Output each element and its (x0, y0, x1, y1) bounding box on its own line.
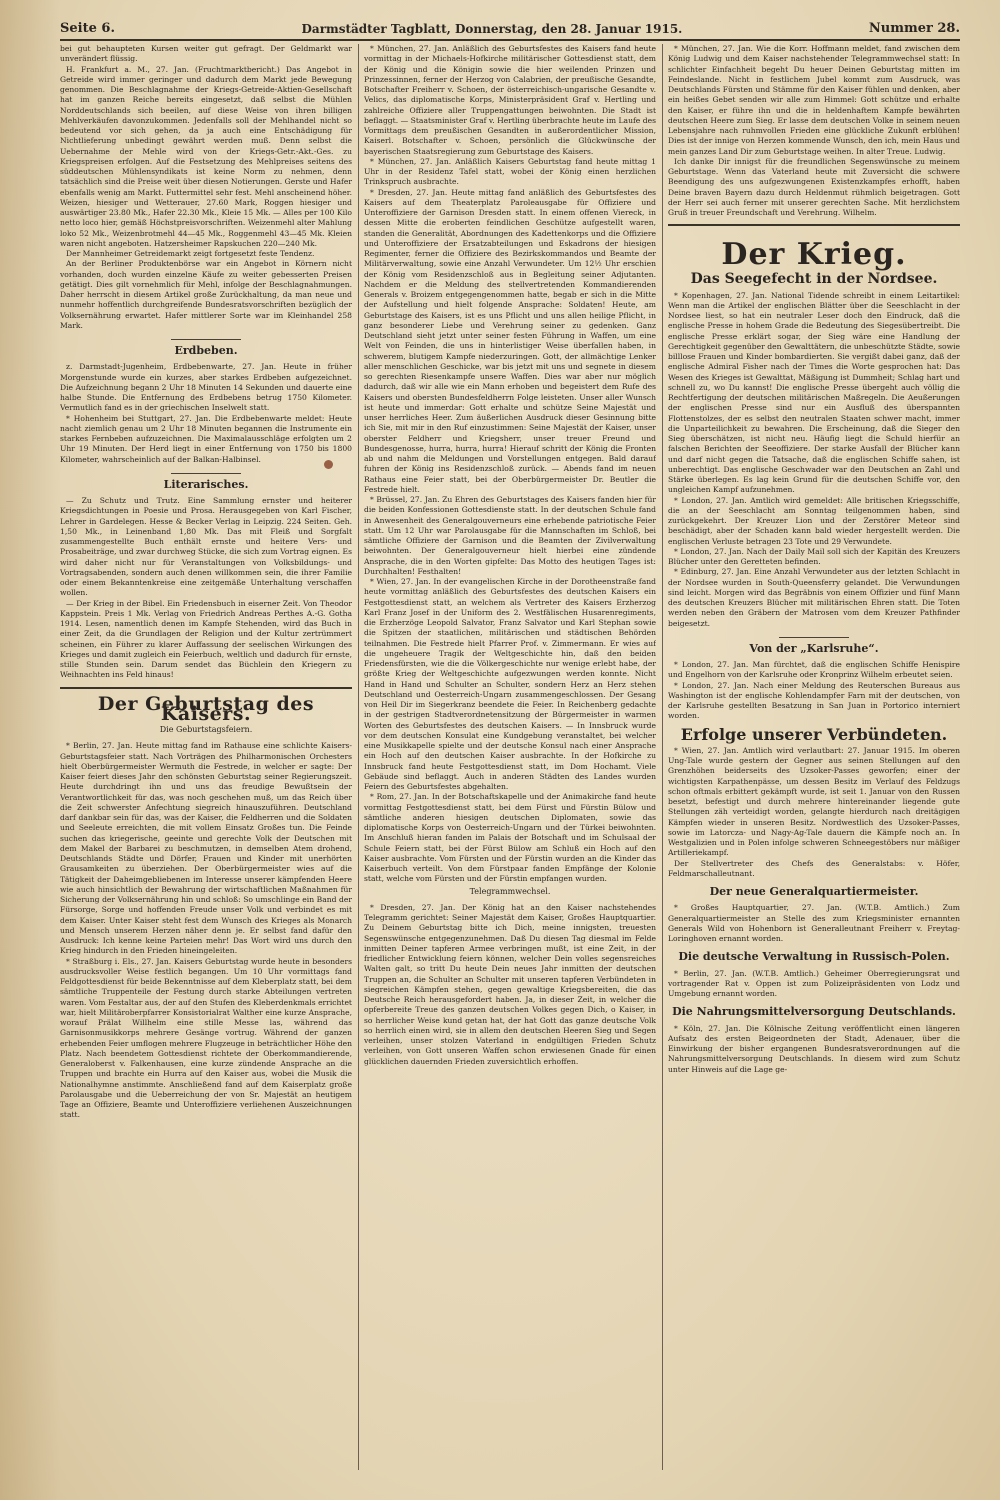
article-text: Der Stellvertreter des Chefs des Generalstabs: v. Höfer, Feldmarschalleutnant. (668, 858, 960, 878)
article-text: Ich danke Dir innigst für die freundlichen Segenswünsche zu meinem Geburtstage. Wenn das Vaterland heute mit Zuversicht die schwere Beendigung des uns aufgezwungenen Existenzkampfes erhofft, haben Deine braven Bayern dazu durch Heldenmut rühmlich beigetragen. Gott der Herr sei auch ferner mit unserer gerechten Sache. Mit herzlichstem Gruß in treuer Freundschaft und Verehrung. Wilhelm. (668, 156, 960, 217)
article-text: * München, 27. Jan. Anläßlich des Geburtsfestes des Kaisers fand heute vormittag in der Michaels-Hofkirche militärischer Gottesdienst statt, dem der König und die Königin sowie die hier weilenden Prinzen und Prinzessinnen, ferner der Herzog von Calabrien, der preußische Gesandte, Botschafter Freiherr v. Schoen, der österreichisch-ungarische Gesandte v. Velics, das diplomatische Korps, Ministerpräsident Graf v. Hertling und zahlreiche Offiziere aller Truppengattungen beiwohnten. Die Stadt ist beflaggt. — Staatsminister Graf v. Hertling überbrachte heute im Laufe des Vormittags dem preußischen Gesandten in außerordentlicher Mission, Kaiserl. Botschafter v. Schoen, persönlich die Glückwünsche der bayerischen Staatsregierung zum Geburtstage des Kaisers. (364, 44, 656, 156)
article-text: bei gut behaupteten Kursen weiter gut gefragt. Der Geldmarkt war unverändert flüssig. (60, 44, 352, 64)
page-shading (0, 0, 60, 1500)
article-text: Der Mannheimer Getreidemarkt zeigt fortgesetzt feste Tendenz. (66, 249, 315, 258)
page-number: Seite 6. (60, 21, 115, 36)
column-3 (668, 44, 960, 1472)
article-text: * Edinburg, 27. Jan. Eine Anzahl Verwundeter aus der letzten Schlacht in der Nordsee wurden in South-Queensferry gelandet. Die Verwundungen sind leicht. Morgen wird das Begräbnis von einem Offizier und fünf Mann des deutschen Kreuzers Blücher mit militärischen Ehren statt. Die Toten werden neben den Gräbern der Matrosen vom dem Kreuzer Pathfinder beigesetzt. (668, 567, 960, 628)
article-text: — Zu Schutz und Trutz. Eine Sammlung ernster und heiterer Kriegsdichtungen in Poesie und Prosa. Herausgegeben von Karl Fischer, Lehrer in Gardelegen. Hesse & Becker Verlag in Leipzig. 224 Seiten. Geh. 1,50 Mk., in Leinenband 1,80 Mk. Das mit Fleiß und Sorgfalt zusammengestellte Buch enthält ernste und heitere Vers- und Prosabeiträge, und zwar durchweg Stücke, die sich zum Vortrag eignen. Es wird daher nicht nur für Veranstaltungen von Volksbildungs- und Vortragsabenden, sondern auch denen willkommen sein, die ihrer Familie oder einem Bekanntenkreise eine zeitgemäße Unterhaltung verschaffen wollen. (60, 496, 352, 598)
article-text: * Großes Hauptquartier, 27. Jan. (W.T.B. Amtlich.) Zum Generalquartiermeister an Stelle des zum Kriegsminister ernannten Generals Wild von Hohenborn ist Generalleutnant Freiherr v. Freytag-Loringhoven ernannt worden. (668, 903, 960, 943)
article-text: * München, 27. Jan. Anläßlich Kaisers Geburtstag fand heute mittag 1 Uhr in der Residenz Tafel statt, wobei der König einen herzlichen Trinkspruch ausbrachte. (364, 156, 656, 187)
issue-number: Nummer 28. (868, 21, 960, 36)
article-text: * London, 27. Jan. Nach einer Meldung des Reuterschen Bureaus aus Washington ist der englische Kohlendampfer Farn mit der deutschen, von der Karlsruhe gestellten Besatzung in San Juan in Portorico interniert worden. (668, 680, 960, 721)
article-text: * Berlin, 27. Jan. Heute mittag fand im Rathause eine schlichte Kaisers-Geburtstagsfeier statt. Nach Vorträgen des Philharmonischen Orchesters hielt Oberbürgermeister Wermuth die Festrede, in welcher er sagte: Der Kaiser feiert dieses Jahr den schönsten Geburtstag seiner Regierungszeit. Heute durchdringt ihn und uns das freudige Bewußtsein der Verantwortlichkeit für das, was noch geschehen muß, um das Reich über die Zeit schwerster Anfechtung siegreich hinauszuführen. Deutschland darf dankbar sein für das, was der Kaiser, die Feldherren und die Soldaten und Seeleute erreichten, die mit vollem Einsatz Großes tun. Die Feinde suchen das kriegerische, geeinte und gerechte Volk der Deutschen mit dem Makel der Barbarei zu beschmutzen, in demselben Atem drohend, Deutschlands Städte und Dörfer, Frauen und Kinder mit unerhörten Grausamkeiten zu überziehen. Der Oberbürgermeister wies auf die Tätigkeit der Daheimgebliebenen im Interesse unserer kämpfenden Heere wie auch hinsichtlich der Bewahrung der wirtschaftlichen Maßnahmen für Sicherung der Volksernährung hin und schloß: So umschlinge ein Band der Fürsorge, Sorge und hoffenden Freude unser Volk und verbindet es mit dem Kaiser. Unter Kaiser steht fest dem Wunsch des Krieges als Monarch und Mensch unserem Herzen näher denn je. Er selbst fand dafür den Ausdruck: Ich kenne keine Parteien mehr! Das Wort wird uns durch den Krieg hindurch in den Frieden hineingeleiten. (60, 741, 352, 956)
article-text: * Brüssel, 27. Jan. Zu Ehren des Geburtstages des Kaisers fanden hier für die beiden Konfessionen Gottesdienste statt. In der deutschen Schule fand in Anwesenheit des Generalgouverneurs eine erhebende patriotische Feier statt. Um 12 Uhr war Parolausgabe für die Mannschaften im Schloß, bei sämtliche Offiziere der Garnison und die Beamten der Zivilverwaltung beiwohnten. Der Generalgouverneur hielt hierbei eine zündende Ansprache, die in den Worten gipfelte: Das Motto des heutigen Tages ist: Durchhalten! Festhalten! (364, 495, 656, 576)
section-heading-seegefecht: Das Seegefecht in der Nordsee. (690, 271, 938, 288)
article-text: * London, 27. Jan. Amtlich wird gemeldet: Alle britischen Kriegsschiffe, die an der Seeschlacht am Sonntag teilgenommen haben, sind zurückgekehrt. Der Kreuzer Lion und der Zerstörer Meteor sind beschädigt, aber der Schaden kann bald wieder hergestellt werden. Die englischen Verluste betragen 23 Tote und 29 Verwundete. (668, 495, 960, 546)
section-heading-generalquartiermeister: Der neue Generalquartiermeister. (709, 885, 919, 898)
column-rule-2 (662, 44, 663, 1470)
section-heading-literarisches: Literarisches. (60, 473, 352, 490)
column-2 (364, 44, 656, 1472)
article-text: * London, 27. Jan. Nach der Daily Mail soll sich der Kapitän des Kreuzers Blücher unter den Geretteten befinden. (668, 546, 960, 566)
column-1 (60, 44, 352, 1472)
section-divider (668, 224, 960, 226)
article-text: z. Darmstadt-Jugenheim, Erdbebenwarte, 27. Jan. Heute in früher Morgenstunde wurde ein kurzes, aber starkes Erdbeben aufgezeichnet. Die Aufzeichnung begann 2 Uhr 18 Minuten 14 Sekunden und dauerte eine halbe Stunde. Die Entfernung des Erdbebens betrug 1750 Kilometer. Vermutlich fand es in der griechischen Inselwelt statt. (60, 362, 352, 413)
section-heading-polen: Die deutsche Verwaltung in Russisch-Polen. (678, 950, 950, 964)
article-text: * Hohenheim bei Stuttgart, 27. Jan. Die Erdbebenwarte meldet: Heute nacht ziemlich genau um 2 Uhr 18 Minuten begannen die Instrumente ein starkes Fernbeben aufzuzeichnen. Die Maximalausschläge erfolgten um 2 Uhr 19 Minuten. Der Herd liegt in einer Entfernung von 1750 bis 1800 Kilometer, wahrscheinlich auf der Balkan-Halbinsel. (60, 413, 352, 464)
article-text: * Köln, 27. Jan. Die Kölnische Zeitung veröffentlicht einen längeren Aufsatz des ersten Beigeordneten der Stadt, Adenauer, über die Einwirkung der bisher ergangenen Bundesratsverordnungen auf die Nahrungsmittelversorgung Deutschlands. In diesem wird zum Schutz unter Hinweis auf die Lage ge- (668, 1023, 960, 1074)
article-text: * London, 27. Jan. Man fürchtet, daß die englischen Schiffe Henispire und Engelhorn von der Karlsruhe oder Kronprinz Wilhelm erbeutet seien. (668, 660, 960, 680)
masthead: Darmstädter Tagblatt, Donnerstag, den 28. Januar 1915. (301, 22, 683, 36)
article-text: H. Frankfurt a. M., 27. Jan. (Fruchtmarktbericht.) Das Angebot in Getreide wird immer geringer und dadurch dem Markt jede Bewegung genommen. Die Beschlagnahme der Kriegs-Getreide-Aktien-Gesellschaft hat im ganzen Reiche bereits eingesetzt, daß selbst die Mühlen Norddeutschlands sich beeilen, auf diese Weise von ihren billigen Mehlverkäufen davonzukommen. Jedenfalls soll der Mehlhandel nicht so bedeutend vor sich gehen, da ja auch eine Entschädigung für Nichtlieferung unbedingt gewährt werden muß. Denn selbst die Uebernahme der Mehle wird von der Kriegs-Getr.-Akt.-Ges. zu Kriegspreisen erfolgen. Auf die Festsetzung des Mehlpreises seitens des süddeutschen Mühlensyndikats ist keine Norm zu nehmen, denn tatsächlich sind die Preise weit über diesen Notierungen. Gerste und Hafer ebenfalls wenig am Markt. Futtermittel sehr fest. Mehl anscheinend höher. Weizen, hiesiger und Wetterauer, 27.60 Mark, Roggen hiesiger und auswärtiger 23.80 Mk., Hafer 22.30 Mk., Kleie 15 Mk. — Alles per 100 Kilo netto loco hier, gemäß Höchstpreisvorschriften. Weizenmehl alter Mahlung loko 52 Mk., Weizenbrotmehl 44—45 Mk., Roggenmehl 43—45 Mk. Kleien waren nicht angeboten. Hatzersheimer Rapskuchen 220—240 Mk. (60, 64, 352, 248)
subheading: Die Geburtstagsfeiern. (159, 725, 253, 734)
article-text: * Berlin, 27. Jan. (W.T.B. Amtlich.) Geheimer Oberregierungsrat und vortragender Rat v. Oppen ist zum Polizeipräsidenten von Lodz und Umgebung ernannt worden. (668, 968, 960, 998)
section-heading-erdbeben: Erdbeben. (60, 339, 352, 356)
section-divider (60, 687, 352, 689)
section-heading-erfolge: Erfolge unserer Verbündeten. (680, 724, 948, 744)
section-heading-nahrung: Die Nahrungsmittelversorgung Deutschlands. (672, 1005, 956, 1019)
section-heading-geburtstag: Der Geburtstag des Kaisers. (97, 692, 315, 725)
article-text: An der Berliner Produktenbörse war ein Angebot in Körnern nicht vorhanden, doch wurden einzelne Käufe zu weiter gebesserten Preisen getätigt. Dies gilt vornehmlich für Mehl, infolge der Beschlagnahmungen. Daher herrscht in diesem Artikel große Zurückhaltung, da man neue und nunmehr hoffentlich durchgreifende Bundesratsvorschriften bezüglich der Volksernährung erwartet. Hafer mittlerer Sorte war im Kleinhandel 258 Mark. (60, 259, 352, 330)
article-text: — Der Krieg in der Bibel. Ein Friedensbuch in eiserner Zeit. Von Theodor Kappstein. Preis 1 Mk. Verlag von Friedrich Andreas Perthes A.-G. Gotha 1914. Lesen, namentlich denen im Kampfe Stehenden, wird das Buch in einer Zeit, da die Grundlagen der Religion und der Kultur zertrümmert scheinen, ein Führer zu klarer Auffassung der seelischen Wirkungen des Krieges und damit zugleich ein Feierbuch, weltlich und dadurch für ernste, stille Stunden sein. Darum sendet das Büchlein den Kriegern zu Weihnachten ins Feld hinaus! (60, 598, 352, 680)
article-text: * Kopenhagen, 27. Jan. National Tidende schreibt in einem Leitartikel: Wenn man die Artikel der englischen Blätter über die Seeschlacht in der Nordsee liest, so hat ein neutraler Leser doch den Eindruck, daß die englische Presse in hohem Grade die Bedeutung des Siegesübertreibt. Die englische Presse erklärt sogar, der Sieg wäre eine Handlung der Gerechtigkeit gegenüber den Gewalttätern, die unbeschützte Städte, sowie billlose Frauen und Kinder bombardierten. Sie vergißt dabei ganz, daß der englische Admiral Fisher nach der Times die Worte gesprochen hat: Das Wesen des Krieges ist Gewalttat, Mäßigung ist Dummheit; Schlag hart und schnell zu, wo Du kannst! Die englische Presse übergeht auch völlig die Rechtfertigung der deutschen militärischen Maßregeln. Die Aeußerungen der englischen Presse sind nur ein Ausfluß des überspannten Flottenstolzes, der es selbst den neutralen Staaten schwer macht, immer die Unparteilichkeit zu bewahren. Die Erscheinung, daß die Sieger den Sieg überschätzen, ist nicht neu. Häufig liegt die Schuld hierfür an falschen Berichten der Seeoffiziere. Der starke Ausfall der Blücher kann und darf nicht gegen die Tatsache, daß die englischen Schiffe sahen, ist unberechtigt. Das englische Geschwader war den Deutschen an Zahl und Stärke überlegen. Es lag kein Grund für die deutschen Schiffe vor, den ungleichen Kampf aufzunehmen. (668, 290, 960, 495)
column-rule-1 (358, 44, 359, 1470)
section-heading-krieg: Der Krieg. (721, 237, 907, 273)
article-text: * Wien, 27. Jan. In der evangelischen Kirche in der Dorotheenstraße fand heute vormittag anläßlich des Geburtsfestes des deutschen Kaisers ein Festgottesdienst statt, an welchem als Vertreter des Kaisers Erzherzog Karl Franz Josef in der Uniform des 2. Westfälischen Husarenregiments, die Erzherzöge Leopold Salvator, Franz Salvator und Karl Stephan sowie die Spitzen der staatlichen, militärischen und städtischen Behörden teilnahmen. Die Festrede hielt Pfarrer Prof. v. Zimmermann. Er wies auf die ungeheuere Tragik der Weltgeschichte hin, daß den beiden Friedensfürsten, wie die die Völkergeschichte nur wenige erlebt habe, der größte Krieg der Weltgeschichte aufgezwungen werden konnte. Nicht Hand in Hand und Schulter an Schulter, sondern Herz an Herz stehen Deutschland und Oesterreich-Ungarn zusammengeschlossen. Der Gesang von Heil Dir im Siegerkranz beendete die Feier. In Reichenberg gedachte in der gestrigen Stadtverordnetensitzung der Bürgermeister in warmen Worten des Geburtsfestes des deutschen Kaisers. — In Innsbruck wurde vor dem deutschen Konsulat eine Kundgebung veranstaltet, bei welcher eine Musikkapelle spielte und der deutsche Konsul nach einer Ansprache ein Hoch auf den deutschen Kaiser ausbrachte. In der Hofkirche zu Innsbruck fand heute Festgottesdienst statt, im Dom Hochamt. Viele Gebäude sind beflaggt. Auch in anderen Städten des Landes wurden Feiern des Geburtsfestes abgehalten. (364, 577, 656, 791)
article-text: * München, 27. Jan. Wie die Korr. Hoffmann meldet, fand zwischen dem König Ludwig und dem Kaiser nachstehender Telegrammwechsel statt: In schlichter Einfachheit begeht Du heuer Deinen Geburtstag mitten im Feindeslande. Nicht in festlichem Jubel kommt zum Ausdruck, was Deutschlands Fürsten und Stämme für den Kaiser fühlen und denken, aber ein heißes Gebet senden wir alle zum Himmel: Gott schütze und erhalte den Kaiser, er führe ihn und die in heldenhaftem Kampfe bewährten deutschen Heere zum Sieg. Er lasse dem deutschen Volke in seinem neuen Lebensjahre nach ruhmvollen Frieden eine glückliche Zukunft erblühen! Dies ist der innige von Herzen kommende Wunsch, den ich, mein Haus und mein ganzes Land Dir zum Geburtstage weihen. In alter Treue. Ludwig. (668, 44, 960, 156)
article-text: * Rom, 27. Jan. In der Botschaftskapelle und der Animakirche fand heute vormittag Festgottesdienst statt, bei dem Fürst und Fürstin Bülow und sämtliche anderen hiesigen deutschen Diplomaten, sowie das diplomatische Korps von Oesterreich-Ungarn und der Türkei beiwohnten. Im Anschluß hieran fanden im Palais der Botschaft und im Schulsaal der Schule Feiern statt, bei der Fürst Bülow am Schluß ein Hoch auf den Kaiser ausbrachte. Vom Fürsten und der Fürstin wurden an die Kinder das Kaiserbuch verteilt. Von dem Fürstpaar fanden Empfänge der Kolonie statt, welche vom Fürsten und der Fürstin empfangen wurden. (364, 792, 656, 884)
article-text: * Straßburg i. Els., 27. Jan. Kaisers Geburtstag wurde heute in besonders ausdrucksvoller Weise festlich begangen. Um 10 Uhr vormittags fand Feldgottesdienst für beide Bekenntnisse auf dem Kleberplatz statt, bei dem sämtliche Truppenteile der Festung durch starke Abteilungen vertreten waren. Vom Festaltar aus, der auf den Stufen des Kleberdenkmals errichtet war, hielt Militäroberpfarrer Konsistorialrat Walther eine kurze Ansprache, worauf Prälat Willhelm eine stille Messe las, während das Garnisonmusikkorps mehrere Gesänge vortrug. Während der ganzen erhebenden Feier umflogen mehrere Flugzeuge in beträchtlicher Höhe den Platz. Nach beendetem Gottesdienst richtete der Oberkommandierende, Generaloberst v. Falkenhausen, eine kurze zündende Ansprache an die Truppen und brachte ein Hurra auf den Kaiser aus, wobei die Musik die Nationalhymne anstimmte. Anschließend fand auf dem Kaiserplatz große Parolausgabe und die Ueberreichung der von Sr. Majestät an heutigem Tage an Offiziere, Beamte und Unteroffiziere verliehenen Auszeichnungen statt. (60, 956, 352, 1120)
subheading-telegrammwechsel: Telegrammwechsel. (469, 886, 551, 896)
article-text: * Dresden, 27. Jan. Der König hat an den Kaiser nachstehendes Telegramm gerichtet: Seiner Majestät dem Kaiser, Großes Hauptquartier. Zu Deinem Geburtstag bitte ich Dich, meine innigsten, treuesten Segenswünsche entgegenzunehmen. Daß Du diesen Tag diesmal im Felde inmitten Deiner tapferen Armee verbringen mußt, ist eine Zeit, in der friedlicher Entwicklung feiern können, welcher Dein volles segensreiches Walten galt, so tritt Du heute Dein neues Jahr inmitten der deutschen Truppen an, die Schulter an Schulter mit unseren tapferen Verbündeten in siegreichen Kämpfen stehen, gegen gewaltige Kriegsbereiten, die das Deutsche Reich herausgefordert haben. Ja, in dieser Zeit, in welcher die opferbereite Treue des ganzen deutschen Volkes gegen Dich, o Kaiser, in so herrlicher Weise kund getan hat, der hat Gott das ganze deutsche Volk so herrlich einen wird, sie in allem den deutschen Heeren Sieg und Segen verleihen, unser stolzen Vaterland in endgültigen Frieden Schutz verleihen, von Gott unseren Waffen schon erwiesenen Gnade für einen glücklichen dauernden Frieden zuversichtlich erhoffen. (364, 902, 656, 1066)
article-text: * Wien, 27. Jan. Amtlich wird verlautbart: 27. Januar 1915. Im oberen Ung-Tale wurde gestern der Gegner aus seinen Stellungen auf den Grenzhöhen beiderseits des Uzsoker-Passes geworfen; einer der wichtigsten Karpathenpässe, um dessen Besitz im Verlauf des Feldzugs schon oftmals erbittert gekämpft wurde, ist seit 1. Januar von den Russen besetzt, befestigt und durch mehrere hintereinander liegende gute Stellungen zäh verteidigt worden, gelangte hierdurch nach dreitägigen Kämpfen wieder in unseren Besitz. Nordwestlich des Uzsoker-Passes, sowie im Latorcza- und Nagy-Ag-Tale dauern die Kämpfe noch an. In Westgalizien und in Polen infolge schweren Schneegestöbers nur mäßiger Artilleriekampf. (668, 745, 960, 858)
section-heading-karlsruhe: Von der „Karlsruhe“. (668, 637, 960, 654)
article-text: * Dresden, 27. Jan. Heute mittag fand anläßlich des Geburtsfestes des Kaisers auf dem Theaterplatz Paroleausgabe für Offiziere und Unteroffiziere der Garnison Dresden statt. In einem offenen Viereck, in dessen Mitte die eroberten feindlichen Geschütze aufgestellt waren, standen die Generalität, Abordnungen des Kadettenkorps und die Offiziere und Unteroffiziere der Ersatzabteilungen und Eskadrons der hiesigen Regimenter, ferner die Offiziere des Bezirkskommandos und Beamte der Militärverwaltung, sowie eine Anzahl Verwundeter. Um 12½ Uhr erschien der König vom Residenzschloß aus in Begleitung seiner Adjutanten. Nachdem er die Meldung des stellvertretenden Kommandierenden Generals v. Broizem entgegengenommen hatte, begab er sich in die Mitte der Aufstellung und hielt folgende Ansprache: Soldaten! Heute, am Geburtstage des Kaisers, ist es uns Pflicht und uns allen heilige Pflicht, in ganz besonderer Liebe und Verehrung seiner zu gedenken. Ganz Deutschland sieht jetzt unter seiner festen Führung in Waffen, um eine Welt von Feinden, die uns in hinterlistiger Weise überfallen haben, in schwerem, blutigem Kampfe niederzuringen. Gott, der allmächtige Lenker aller menschlichen Geschicke, war bis jetzt mit uns und segnete in diesem so gerechten Riesenkampfe unsere Waffen. Dies war aber nur möglich dadurch, daß wir alle wie ein Mann erhoben und begeistert dem Rufe des Kaisers und obersten Bundesfeldherrn Folge leisteten. Unser aller Wunsch ist heute und immerdar: Gott erhalte und schütze Seine Majestät und unser herrliches Heer. Zum äußerlichen Ausdruck dieser Gesinnung bitte ich Sie, mit mir in den Ruf einzustimmen: Seine Majestät der Kaiser, unser oberster Feldherr und Kriegsherr, unser treuer Freund und Bundesgenosse, hurra, hurra, hurra! Hierauf schritt der König die Fronten ab und nahm die Meldungen und Vorstellungen entgegen. Bald darauf fuhren der König ins Residenzschloß zurück. — Abends fand im neuen Rathaus eine Feier statt, bei der Oberbürgermeister Dr. Beutler die Festrede hielt. (364, 187, 656, 494)
page-header (60, 14, 960, 41)
